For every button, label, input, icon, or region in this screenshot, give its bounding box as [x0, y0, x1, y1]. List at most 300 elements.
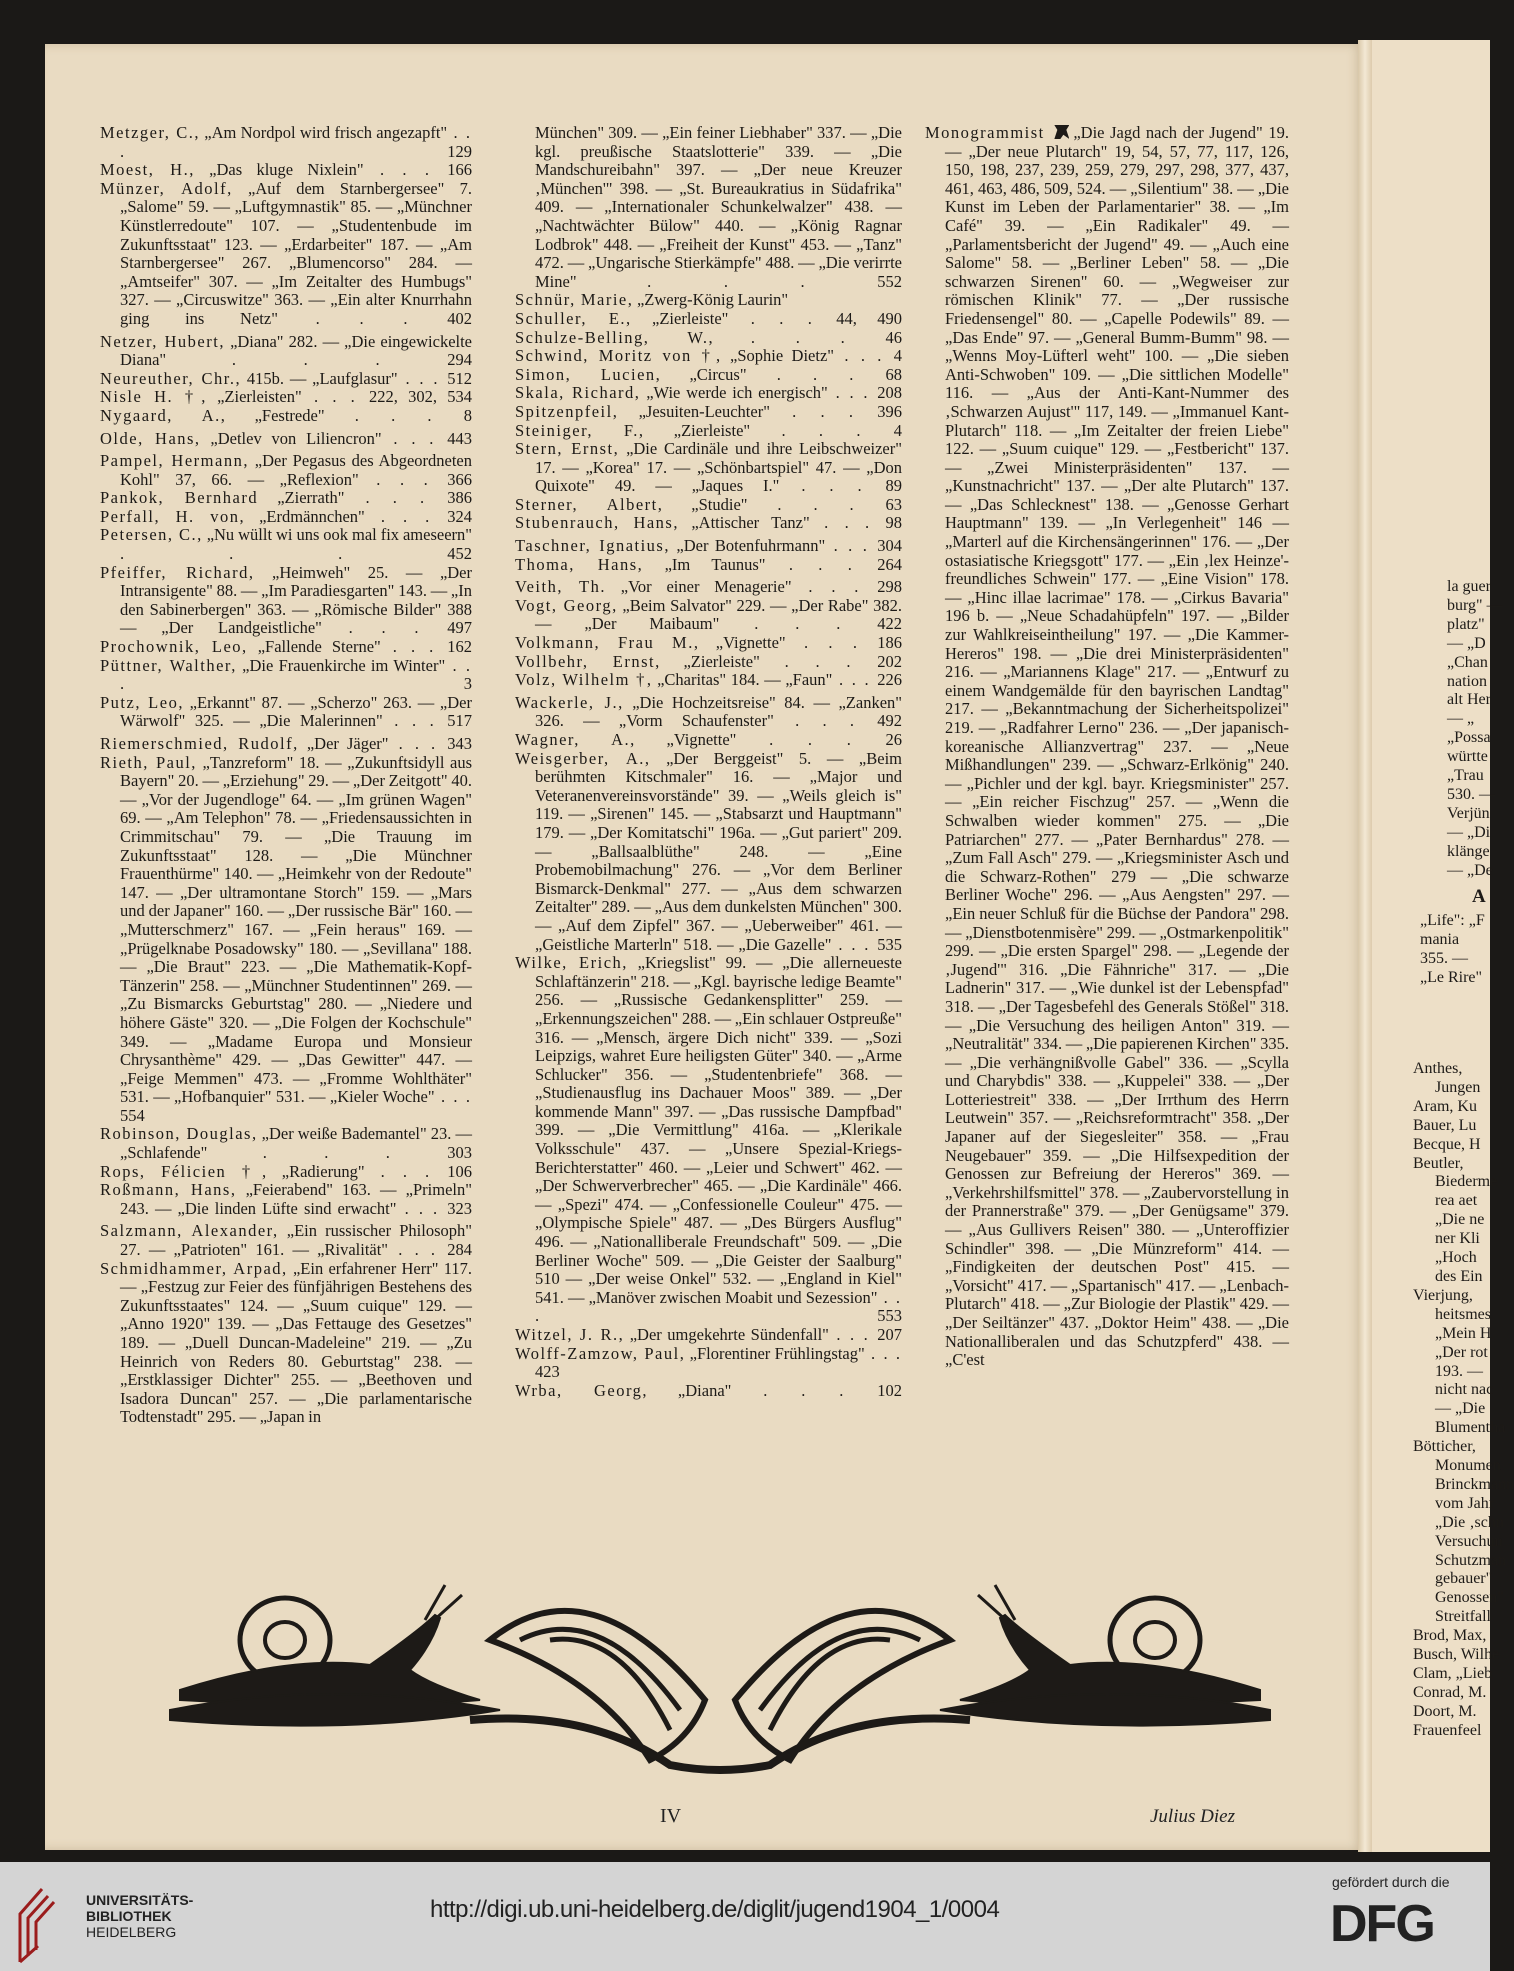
page-references: 284: [447, 1240, 472, 1260]
ribbon-curve: [470, 1718, 970, 1770]
index-entry: [515, 514, 902, 533]
work-titles: „Zierleiste": [673, 420, 751, 440]
index-entry: [100, 1181, 472, 1218]
right-page-line: württe: [1447, 748, 1488, 766]
work-titles: „Im Taunus": [664, 554, 766, 574]
right-page-line: „Hoch: [1435, 1249, 1477, 1267]
index-entry: [515, 634, 902, 653]
work-titles: „Ein erfahrener Herr" 117. — „Festzug zur Feier des fünfjährigen Bestehens des Zukunftsstaates" 124. — „Suum cuique" 129. — „Anno 1920" 139. — „Das Fettauge des Gesetzes" 189. — „Duell Duncan-Madeleine" 219. — „Zu Heinrich von Reders 80. Geburtstag" 238. — „Erstklassiger Dichter" 255. — „Beethoven und Isadora Duncan" 257. — „Die parlamentarische Todtenstadt" 295. — „Japan in: [120, 1258, 472, 1427]
right-page-line: — „D: [1447, 634, 1486, 652]
right-page-line: Anthes,: [1413, 1060, 1463, 1077]
work-titles: „Die Hochzeitsreise" 84. — „Zanken" 326. — „Vorm Schaufenster": [535, 692, 903, 731]
dot-leader: [364, 160, 448, 179]
right-page-line: — „: [1447, 710, 1475, 728]
artist-name: Wackerle, J.,: [515, 692, 624, 712]
dot-leader: [719, 614, 877, 633]
work-titles: „Erdmännchen": [259, 506, 365, 526]
page-references: 89: [885, 476, 902, 496]
work-titles: „Vignette": [666, 730, 737, 749]
page-references: 46: [885, 327, 902, 347]
index-entry: [100, 124, 472, 161]
artist-name: Skala, Richard,: [515, 383, 641, 403]
work-titles: „Vignette": [715, 633, 786, 653]
right-page-line: 530. —: [1447, 785, 1495, 803]
index-column-1: [100, 124, 472, 1427]
artist-name: Veith, Th.: [515, 577, 606, 597]
right-page-line: Verjün: [1447, 804, 1490, 822]
right-page-line: heitsmes: [1435, 1305, 1491, 1323]
index-column-2: [515, 124, 902, 1400]
index-entry: [100, 1222, 472, 1259]
page-references: 553: [877, 1306, 902, 1326]
work-titles: „Ein russischer Philosoph" 27. — „Patrioten" 161. — „Rivalität": [120, 1221, 472, 1260]
artist-name: Salzmann, Alexander,: [100, 1221, 279, 1241]
artist-name: Spitzenpfeil,: [515, 401, 619, 421]
right-page-line: rea aet: [1435, 1192, 1478, 1210]
artist-name: Schulze-Belling, W.,: [515, 327, 715, 347]
dot-leader: [344, 488, 447, 507]
artist-name: Witzel, J. R.,: [515, 1325, 625, 1344]
page-references: 422: [877, 614, 902, 634]
index-entry: [515, 653, 902, 672]
right-page-line: burg" —: [1447, 596, 1503, 614]
page-references: 44, 490: [836, 308, 903, 328]
work-titles: „Die Jagd nach der Jugend" 19. — „Der neue Plutarch" 19, 54, 57, 77, 117, 126, 150, 198, 237, 239, 259, 279, 297, 298, 377, 437, 461, 463, 486, 509, 524. — „Silentium" 38. — „Die Kunst im Leben der Parlamentarier" 38. — „Im Café" 39. — „Ein Radikaler" 49. — „Parlamentsbericht der Jugend" 49. — „Auch eine Salome" 58. — „Berliner Leben" 58. — „Die schwarzen Sirenen" 60. — „Wegweiser zur römischen Klinik" 77. — „Der russische Friedensengel" 80. — „Capelle Podewils" 89. — „Das Ende" 97. — „General Bumm-Bumm" 98. — „Wenns Moy-Lüfterl weht" 100. — „Die sieben Anti-Schwoben" 109. — „Die sittlichen Modelle" 116. — „Aus der Anti-Kant-Nummer des ‚Schwarzen Aujust'" 117, 149. — „Immanuel Kant-Plutarch" 118. — „Im Zeitalter der freien Liebe" 122. — „Suum cuique" 129. — „Festbericht" 137. — „Zwei Ministerpräsidenten" 137. — „Kunstnachricht" 137. — „Der alte Plutarch" 137. — „Das Schlecknest" 138. — „Genosse Gerhart Hauptmann" 139. — „In Verlegenheit" 146 — „Marterl auf die Kirchensängerinnen" 176. — „Der ostasiatische Kriegsgott" 177. — „Ein ‚lex Heinze'-freundliches Schwein" 177. — „Eine Vision" 178. — „Hinc illae lacrimae" 178. — „Cirkus Bavaria" 196 b. — „Neue Schadahüpfeln" 197. — „Bilder zur Wahlkreiseintheilung" 197. — „Die Kammer-Hereros" 198. — „Die drei Ministerpräsidenten" 216. — „Mariannens Klage" 217. — „Entwurf zu einem Wandgemälde für den bayrischen Landtag" 217. — „Bekanntmachung der Sicherheitspolizei" 219. — „Radfahrer Lerno" 236. — „Der japanisch-koreanische Allianzvertrag" 237. — „Neue Mißhandlungen" 239. — „Schwarz-Erlkönig" 240. — „Pichler und der kgl. bayr. Kriegsminister" 257. — „Ein reicher Fischzug" 257. — „Wenn die Schwalben wieder kommen" 275. — „Die Patriarchen" 277. — „Pater Bernhardus" 278. — „Zum Fall Asch" 279. — „Kriegsminister Asch und die Schwarz-Rothen" 279 — „Die schwarze Berliner Woche" 296. — „Aus Aengsten" 297. — „Ein neuer Schluß für die Büchse der Pandora" 298. — „Dienstbotenmisère" 299. — „Ostmarkenpolitik" 299. — „Die ersten Spargel" 298. — „Legende der ‚Jugend'" 316. „Die Fähnriche" 317. — „Die Ladnerin" 317. — „Wie dunkel ist der Lebenspfad" 318. — „Der Tagesbefehl des Generals Stößel" 318. — „Die Versuchung des heiligen Anton" 319. — „Neutralität" 334. — „Die papierenen Kirchen" 335. — „Die verhängnißvolle Gabel" 336. — „Scylla und Charybdis" 338. — „Kuppelei" 338. — „Der Lotteriestreit" 338. — „Der Irrthum des Herrn Leutwein" 357. — „Reichsreformtracht" 358. „Der Japaner auf der Siegesleiter" 358. — „Frau Neugebauer" 359. — „Die Hilfsexpedition der Genossen zur Befreiung der Hereros" 369. — „Verkehrshilfsmittel" 378. — „Zaubervorstellung in der Prannerstraße" 379. — „Der Genügsame" 379. — „Aus Gullivers Reisen" 380. — „Unteroffizier Schindler" 398. — „Die Münzreform" 414. — „Findigkeiten der deutschen Post" 415. — „Vorsicht" 417. — „Spartanisch" 417. — „Lenbach-Plutarch" 418. — „Zur Biologie der Plastik" 429. — „Der Seiltänzer" 437. „Doktor Heim" 438. — „Die Nationalliberalen und das Schutzpferd" 438. — „C'est: [945, 123, 1290, 1370]
work-titles: „Feierabend" 163. — „Primeln" 243. — „Die linden Lüfte sind erwacht": [120, 1180, 472, 1218]
right-page-line: Brinckmann: [1435, 1475, 1514, 1493]
artist-name: Vogt, Georg,: [515, 595, 618, 615]
artist-name: Simon, Lucien,: [515, 364, 662, 384]
index-entry: [925, 124, 1289, 1370]
dot-leader: [365, 1162, 448, 1181]
work-titles: „Das kluge Nixlein": [209, 160, 364, 180]
index-entry: [515, 1345, 902, 1382]
artist-name: Riemerschmied, Rudolf,: [100, 734, 299, 753]
work-titles: „Tanzreform" 18. — „Zukunftsidyll aus Bayern" 20. — „Erziehung" 29. — „Der Zeitgott" 40. — „Vor der Jugendloge" 64. — „Im grünen Wagen" 69. — „Am Telephon" 78. — „Friedensaussichten in Crimmitschau" 79. — „Die Trauung im Zukunftsstaat" 128. — „Die Münchner Frauenthürme" 140. — „Heimkehr von der Redoute" 147. — „Der ultramontane Storch" 159. — „Mars und der Japaner" 160. — „Der russische Bär" 160. — „Mutterschmerz" 167. — „Fein heraus" 169. — „Prügelknabe Posadowsky" 180. — „Sevillana" 188. — „Die Braut" 223. — „Die Mathematik-Kopf-Tänzerin" 258. — „Münchner Studentinnen" 269. — „Zu Bismarcks Geburtstag" 280. — „Niedere und höhere Gäste" 320. — „Die Folgen der Kochschule" 349. — „Madame Europa und Monsieur Chrysanthème" 429. — „Das Gewitter" 447. — „Feige Memmen" 473. — „Fromme Wohlthäter" 531. — „Hofbanquier" 531. — „Kieler Woche": [120, 752, 472, 1107]
dot-leader: [747, 365, 886, 384]
index-entry: [100, 452, 472, 489]
work-titles: „Der Pegasus des Abgeordneten Kohl" 37, 66. — „Reflexion": [120, 451, 473, 489]
page-references: 162: [447, 637, 473, 657]
dot-leader: [278, 309, 447, 328]
work-titles: „Diana": [677, 1380, 732, 1400]
work-titles: „Zwerg-König Laurin": [636, 290, 789, 310]
page-references: 304: [877, 536, 902, 556]
page-references: 226: [877, 670, 903, 690]
right-page-line: 193. —: [1435, 1362, 1483, 1380]
right-page-line: alt Her: [1447, 691, 1491, 709]
dot-leader: [770, 402, 877, 421]
dot-leader: [166, 350, 447, 369]
right-page-line: Bötticher,: [1413, 1438, 1476, 1456]
right-page-line: „Der rot: [1435, 1343, 1488, 1361]
dot-leader: [365, 507, 447, 526]
page-references: 4: [893, 420, 903, 440]
index-entry: [515, 347, 902, 366]
index-entry: [100, 1125, 472, 1162]
page-references: 8: [463, 405, 472, 425]
work-titles: „Beim Salvator" 229. — „Der Rabe" 382. — „Der Maibaum": [535, 595, 903, 634]
index-entry-continuation: [515, 124, 902, 291]
dot-leader: [765, 555, 877, 574]
dot-leader: [381, 637, 447, 656]
dot-leader: [325, 406, 464, 425]
artist-name: Schmidhammer, Arpad,: [100, 1258, 288, 1278]
right-page-line: Jungen: [1435, 1078, 1481, 1096]
page-references: 222, 302, 534: [369, 387, 473, 407]
dot-leader: [865, 1344, 902, 1363]
dot-leader: [389, 734, 448, 753]
artist-name: Sterner, Albert,: [515, 494, 664, 514]
work-titles: „Die Frauenkirche im Winter": [242, 655, 446, 675]
page-references: 492: [877, 711, 902, 731]
page-references: 303: [447, 1143, 472, 1163]
index-entry: [515, 1326, 902, 1345]
index-entry: [515, 440, 902, 496]
work-titles: 415b. — „Laufglasur": [246, 368, 398, 388]
right-page-line: Beutler,: [1413, 1154, 1464, 1172]
work-titles: „Vor einer Menagerie": [620, 577, 792, 597]
right-page-line: la guer: [1447, 578, 1491, 595]
index-entry: [100, 430, 472, 449]
index-entry: [515, 556, 902, 575]
index-entry: [100, 694, 472, 731]
artist-name: Pankok, Bernhard: [100, 488, 259, 508]
dot-leader: [398, 369, 448, 388]
artist-name: Prochownik, Leo,: [100, 637, 248, 657]
dot-leader: [774, 711, 877, 730]
index-entry: [515, 694, 902, 731]
dot-leader: [388, 1240, 447, 1259]
dot-leader: [829, 1325, 877, 1344]
right-page-line: Biederme: [1435, 1173, 1498, 1191]
index-entry: [515, 954, 902, 1326]
page-references: 517: [447, 711, 472, 731]
dot-leader: [760, 652, 877, 671]
index-entry: [100, 180, 472, 329]
work-titles: „Sophie Dietz": [730, 346, 835, 366]
right-page-line: Aram, Ku: [1413, 1097, 1477, 1115]
work-titles: „Heimweh" 25. — „Der Intransigente" 88. — „Im Paradiesgarten" 143. — „In den Sabinerbergen" 363. — „Römische Bilder" 388 — „Der Landgeistliche": [120, 562, 473, 638]
right-page-line: ner Kli: [1435, 1230, 1480, 1248]
library-name-line-3: HEIDELBERG: [86, 1924, 177, 1940]
dot-leader: [731, 1381, 877, 1400]
page-references: 535: [877, 934, 902, 954]
dot-leader: [728, 309, 836, 328]
work-titles: „Diana" 282. — „Die eingewickelte Diana": [120, 331, 473, 370]
dot-leader: [810, 513, 886, 532]
artist-name: Münzer, Adolf,: [100, 178, 233, 198]
artist-name: Stubenrauch, Hans,: [515, 513, 679, 533]
right-page-fragment-block-1: [1447, 578, 1503, 881]
artist-name: Wrba, Georg,: [515, 1380, 649, 1400]
index-entry: [515, 366, 902, 385]
page-references: 166: [447, 160, 473, 180]
artist-name: Monogrammist: [925, 123, 1045, 142]
artist-name: Steiniger, F.,: [515, 420, 645, 440]
work-titles: „Zierleisten": [217, 387, 302, 407]
index-entry: [515, 329, 902, 348]
artist-name: Pampel, Hermann,: [100, 451, 249, 471]
work-titles: „Auf dem Starnbergersee" 7. „Salome" 59. — „Luftgymnastik" 85. — „Münchner Künstlerredoute" 107. — „Studentenbude im Zukunftsstaat" 123. — „Erdarbeiter" 187. — „Am Starnbergersee" 267. „Blumencorso" 284. — „Amtseifer" 307. — „Im Zeitalter des Humbugs" 327. — „Circuswitze" 363. — „Ein alter Knurrhahn ging ins Netz": [120, 178, 472, 328]
work-titles: „Jesuiten-Leuchter": [638, 401, 770, 421]
artist-name: Putz, Leo,: [100, 692, 184, 712]
dot-leader: [828, 383, 877, 402]
page-references: 324: [447, 506, 473, 526]
work-titles: „Festrede": [254, 405, 325, 425]
index-entry: [100, 735, 472, 754]
artist-name: Netzer, Hubert,: [100, 331, 225, 351]
page-references: 106: [447, 1161, 472, 1181]
right-page-line: „Possa: [1447, 729, 1491, 747]
index-entry: [100, 564, 472, 638]
work-titles: „Attischer Tanz": [691, 513, 810, 533]
work-titles: „Detlev von Liliencron": [210, 428, 382, 448]
index-entry: [515, 310, 902, 329]
index-entry: [100, 489, 472, 508]
work-titles: „Fallende Sterne": [257, 637, 381, 657]
right-page-line: — „De: [1447, 861, 1493, 879]
dot-leader: [751, 328, 886, 347]
page-references: 129: [447, 141, 472, 161]
dot-leader: [359, 470, 448, 489]
work-titles: „Der weiße Bademantel" 23. — „Schlafende": [120, 1124, 472, 1163]
left-wing: [490, 1611, 705, 1760]
index-entry: [100, 638, 472, 657]
page-references: 298: [877, 577, 902, 597]
right-wing: [735, 1611, 950, 1760]
right-snail-shell-inner: [1135, 1622, 1175, 1658]
dot-leader: [397, 1199, 448, 1218]
page-references: 497: [447, 618, 472, 638]
right-page-line: 355. —: [1420, 949, 1468, 967]
work-titles: „Der Berggeist" 5. — „Beim berühmten Kitschmaler" 16. — „Major und Veteranenvereinsvorstände" 39. — „Weils gleich is" 119. — „Sirenen" 145. — „Stabsarzt und Hauptmann" 179. — „Der Komitatschi" 196a. — „Gut pariert" 209. — „Ballsaalblüthe" 248. — „Eine Probemobilmachung" 276. — „Vor dem Berliner Bismarck-Denkmal" 277. — „Aus dem schwarzen Zeitalter" 289. — „Aus dem dunkelsten München" 300. — „Auf dem Zipfel" 367. — „Ueberweiber" 461. — „Geistliche Marterln" 518. — „Die Gazelle": [535, 748, 902, 954]
funding-note: gefördert durch die: [1332, 1874, 1450, 1890]
right-page-line: „Mein H: [1435, 1324, 1492, 1342]
right-page-line: „Die ‚schn: [1435, 1513, 1504, 1531]
index-entry: [100, 1163, 472, 1182]
right-page-line: Frauenfeel: [1413, 1721, 1482, 1739]
right-page-line: nicht nac: [1435, 1381, 1494, 1399]
index-entry: [515, 731, 902, 750]
right-page-line: gebauer": [1435, 1570, 1493, 1588]
dot-leader: [832, 670, 877, 689]
artist-name: Schnür, Marie,: [515, 290, 634, 310]
monogram-icon: [1054, 125, 1069, 139]
page-references: 423: [535, 1362, 560, 1382]
library-name: [86, 1892, 193, 1940]
artist-name: Volz, Wilhelm †,: [515, 670, 653, 690]
page-references: 208: [877, 383, 903, 403]
work-titles: „Studie": [691, 494, 748, 514]
page-references: 264: [877, 554, 903, 574]
right-page-line: „Life": „F: [1420, 912, 1485, 929]
right-page-line: Versuchun: [1435, 1532, 1503, 1550]
artist-name: Schwind, Moritz von †,: [515, 346, 722, 366]
left-wing-veins: [520, 1629, 680, 1730]
right-page-line: platz": [1447, 615, 1485, 633]
index-entry: [100, 370, 472, 389]
artist-name: Robinson, Douglas,: [100, 1124, 258, 1144]
page-references: 512: [447, 368, 473, 388]
right-page-line: Monumen: [1435, 1457, 1501, 1475]
right-page-line: Busch, Wilhe: [1413, 1646, 1500, 1664]
right-page-line: „Die ne: [1435, 1211, 1485, 1229]
artist-name: Nisle H. †,: [100, 387, 207, 407]
work-titles: „Nu wüllt wi uns ook mal fix ameseern": [206, 525, 473, 545]
dot-leader: [779, 476, 885, 495]
page-references: 207: [877, 1325, 902, 1344]
work-titles: „Radierung": [281, 1161, 365, 1181]
artist-name: Nygaard, A.,: [100, 405, 227, 425]
right-page-line: vom Jahr: [1435, 1494, 1495, 1512]
dot-leader: [383, 711, 447, 730]
index-entry: [515, 422, 902, 441]
page-references: 366: [447, 469, 472, 489]
right-wing-veins: [760, 1629, 920, 1730]
library-name-line-1: UNIVERSITÄTS-: [86, 1892, 194, 1908]
page-references: 396: [877, 401, 902, 421]
index-entry: [100, 754, 472, 1126]
artist-name: Neureuther, Chr.,: [100, 368, 242, 388]
artist-name: Volkmann, Frau M.,: [515, 633, 700, 653]
left-snail-antennae: [425, 1585, 462, 1622]
work-titles: „Zierrath": [277, 488, 345, 508]
index-entry: [515, 496, 902, 515]
right-page-line: des Ein: [1435, 1267, 1483, 1285]
page-folio-number: IV: [660, 1805, 682, 1827]
work-titles: München" 309. — „Ein feiner Liebhaber" 337. — „Die kgl. preußische Staatslotterie" 339. — „Die Mandschureibahn" 397. — „Der neue Kreuzer ‚München'" 398. — „St. Bureaukratius in Südafrika" 409. — „Internationaler Schunkelwalzer" 438. — „Nachtwächter Bülow" 440. — „König Ragnar Lodbrok" 448. — „Freiheit der Kunst" 453. — „Tanz" 472. — „Ungarische Stierkämpfe" 488. — „Die verirrte Mine": [535, 123, 902, 291]
right-page-line: Conrad, M.: [1413, 1683, 1487, 1701]
page-references: 323: [447, 1198, 473, 1218]
page-references: 452: [447, 544, 472, 564]
page-references: 3: [463, 674, 472, 694]
dot-leader: [786, 633, 878, 652]
right-page-line: mania: [1420, 930, 1460, 948]
artist-name: Perfall, H. von,: [100, 506, 246, 526]
work-titles: „Charitas" 184. — „Faun": [657, 670, 833, 690]
work-titles: „Wie werde ich energisch": [646, 383, 828, 403]
artist-name: Roßmann, Hans,: [100, 1180, 237, 1200]
illustration-artist-credit: Julius Diez: [1150, 1806, 1235, 1827]
page-references: 343: [447, 734, 473, 753]
work-titles: „Erkannt" 87. — „Scherzo" 263. — „Der Wärwolf" 325. — „Die Malerinnen": [120, 692, 472, 731]
page-references: 98: [885, 513, 902, 533]
artist-name: Wolff-Zamzow, Paul,: [515, 1343, 686, 1363]
artist-name: Petersen, C.,: [100, 525, 203, 545]
index-entry: [515, 291, 902, 310]
work-titles: „Kriegslist" 99. — „Die allerneueste Schlaftänzerin" 218. — „Kgl. bayrische ledige Beamte" 256. — „Russische Gedankensplitter" 259. — „Erkennungszeichen" 288. — „Ein schlauer Ostpreuße" 316. — „Mensch, ärgere Dich nicht" 339. — „Sozi Leipzigs, wahret Eure heiligsten Güter" 340. — „Arme Schlucker" 356. — „Studentenbriefe" 368. — „Studienausflug ins Dachauer Moos" 389. — „Der kommende Mann" 397. — „Das russische Dampfbad" 399. — „Die Vermittlung" 416a. — „Klerikale Volksschule" 437. — „Unsere Spezial-Kriegs-Berichterstatter" 460. — „Leier und Schwert" 462. — „Der Schwerverbrecher" 465. — „Die Kardinäle" 466. — „Spezi" 474. — „Confessionelle Couleur" 475. — „Olympische Spiele" 487. — „Des Bürgers Ausflug" 496. — „Nationalliberale Freundschaft" 509. — „Die Berliner Woche" 509. — „Die Geister der Saalburg" 510 — „Der weise Onkel" 532. — „England in Kiel" 541. — „Manöver zwischen Moabit und Sezession": [535, 953, 903, 1307]
artist-name: Wilke, Erich,: [515, 953, 628, 973]
work-titles: „Der umgekehrte Sündenfall": [629, 1325, 829, 1344]
book-gutter: [1358, 40, 1372, 1852]
right-page-line: Clam, „Lieb: [1413, 1665, 1493, 1682]
page-references: 552: [877, 271, 902, 291]
page-references: 402: [447, 308, 472, 328]
dot-leader: [322, 618, 447, 637]
right-page-line: nation: [1447, 672, 1487, 690]
index-entry: [515, 750, 902, 955]
right-page-line: „Chan: [1447, 653, 1488, 671]
dot-leader: [832, 935, 878, 954]
artist-name: Taschner, Ignatius,: [515, 536, 670, 556]
index-entry: [515, 384, 902, 403]
artist-name: Püttner, Walther,: [100, 655, 237, 675]
artist-name: Thoma, Hans,: [515, 554, 644, 574]
dot-leader: [207, 1143, 447, 1162]
dot-leader: [120, 544, 447, 563]
right-page-line: — „Di: [1447, 823, 1491, 841]
work-titles: „Zierleiste": [652, 308, 729, 328]
index-entry: [515, 597, 902, 634]
dot-leader: [736, 730, 885, 749]
right-page-line: Vierjung,: [1413, 1286, 1473, 1304]
artist-name: Olde, Hans,: [100, 428, 201, 448]
dot-leader: [792, 577, 878, 596]
index-entry: [515, 537, 902, 556]
right-page-line: Brod, Max,: [1413, 1627, 1487, 1645]
index-entry: [100, 508, 472, 527]
library-name-line-2: BIBLIOTHEK: [86, 1908, 172, 1924]
right-page-line: Streitfall: [1435, 1608, 1491, 1626]
page-references: 102: [877, 1380, 903, 1400]
index-entry: [100, 526, 472, 563]
work-titles: „Zierleiste": [683, 651, 760, 671]
right-page-line: Schutzman: [1435, 1551, 1507, 1569]
work-titles: „Der Botenfuhrmann": [676, 536, 826, 556]
artist-name: Metzger, C.,: [100, 123, 200, 142]
page-references: 386: [447, 488, 472, 508]
page-references: 68: [885, 364, 903, 384]
permalink-url[interactable]: http://digi.ub.uni-heidelberg.de/diglit/jugend1904_1/0004: [430, 1896, 1000, 1923]
index-entry: [100, 657, 472, 694]
dot-leader: [382, 429, 448, 448]
dot-leader: [748, 495, 886, 514]
page-references: 26: [885, 730, 903, 749]
artist-name: Pfeiffer, Richard,: [100, 562, 255, 582]
left-snail-shell-inner: [265, 1622, 305, 1658]
dot-leader: [825, 536, 877, 555]
right-page-line: Bauer, Lu: [1413, 1116, 1477, 1134]
dot-leader: [750, 421, 894, 440]
right-page-line: Becque, H: [1413, 1135, 1481, 1153]
index-entry: [100, 161, 472, 180]
index-entry: [100, 407, 472, 426]
right-page-line: Blumentha: [1435, 1419, 1506, 1437]
page-references: 63: [885, 494, 903, 514]
work-titles: „Am Nordpol wird frisch angezapft": [204, 123, 448, 142]
index-entry: [100, 333, 472, 370]
artist-name: Moest, H.,: [100, 160, 195, 180]
right-page-fragment-block-2: [1420, 912, 1485, 988]
index-column-3: [925, 124, 1289, 1370]
right-snail-antennae: [978, 1585, 1015, 1622]
dot-leader: [577, 272, 878, 291]
right-page-fragment-block-3: [1413, 1060, 1514, 1741]
right-page-line: Genossen": [1435, 1589, 1504, 1607]
page-references: 4: [893, 346, 903, 366]
work-titles: „Florentiner Frühlingstag": [689, 1343, 865, 1363]
page-references: 186: [877, 633, 903, 653]
index-entry: [515, 1382, 902, 1401]
work-titles: „Der Jäger": [306, 734, 389, 753]
artist-name: Weisgerber, A.,: [515, 748, 651, 768]
page-references: 294: [447, 350, 472, 370]
index-entry: [100, 388, 472, 407]
artist-name: Schuller, E.,: [515, 308, 632, 328]
dot-leader: [302, 387, 369, 406]
university-library-logo-icon: [12, 1884, 62, 1964]
